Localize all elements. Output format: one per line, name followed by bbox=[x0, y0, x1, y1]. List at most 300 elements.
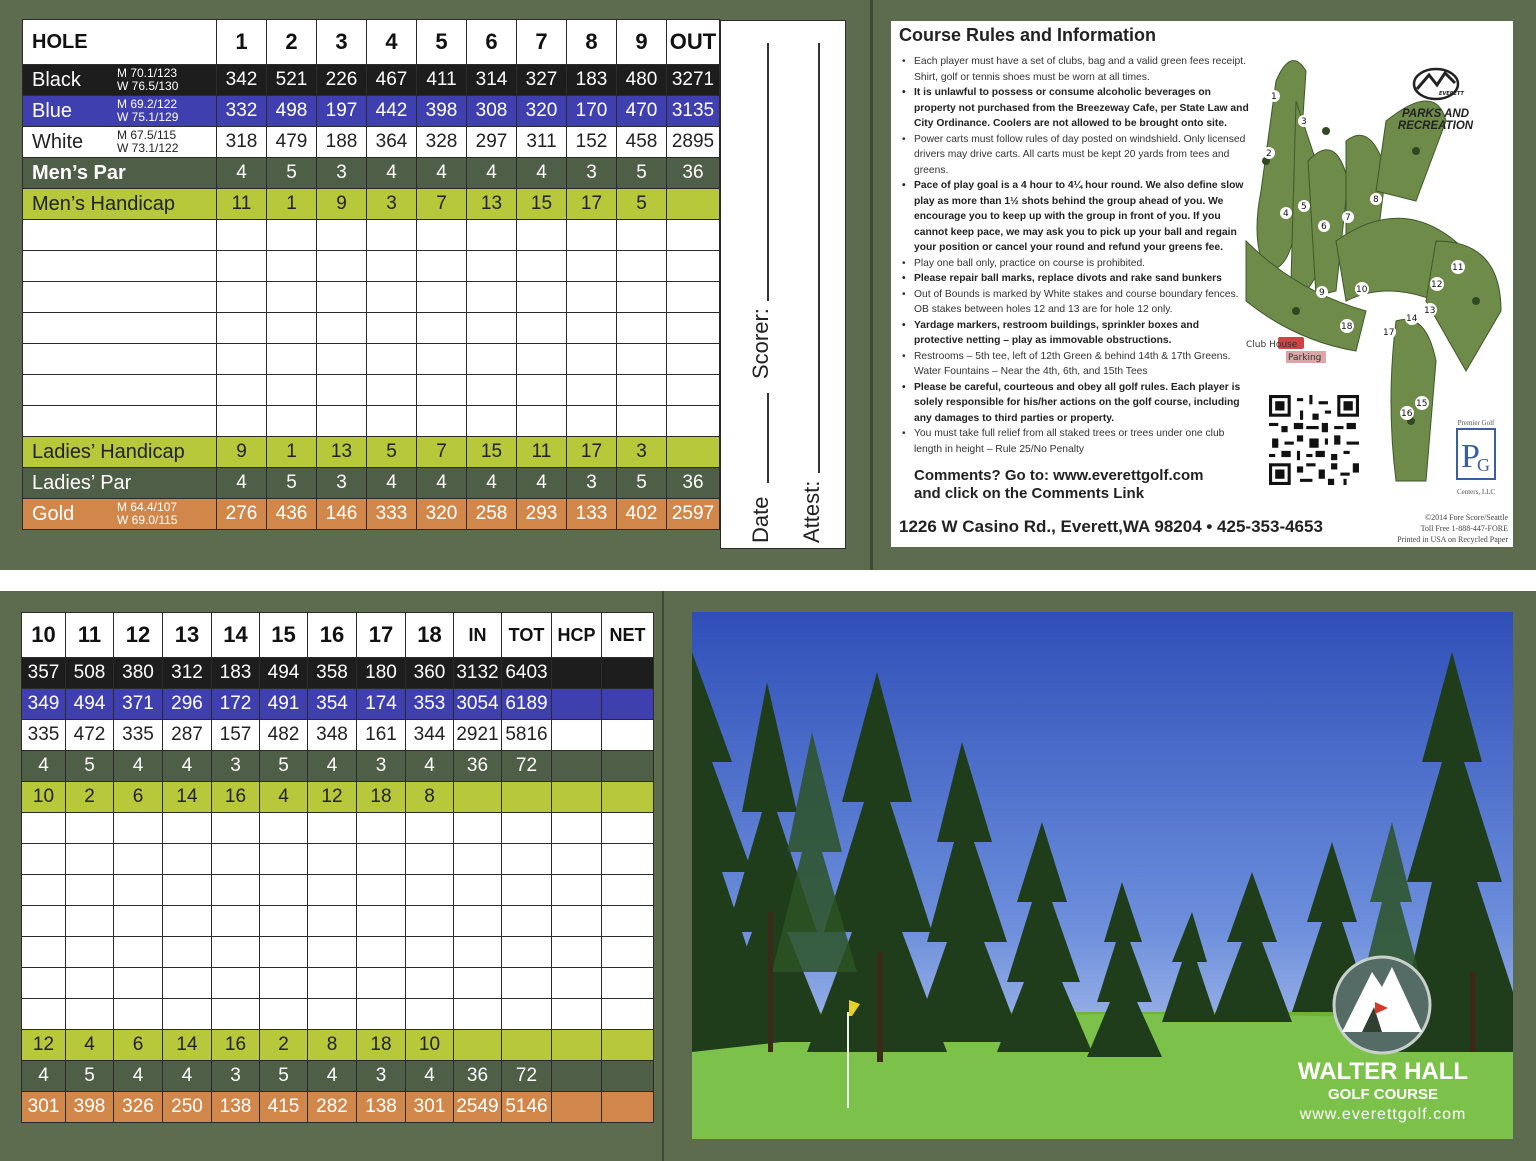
svg-text:2: 2 bbox=[1266, 149, 1272, 159]
score-cell[interactable] bbox=[317, 251, 367, 282]
course-rules-card bbox=[891, 21, 1513, 547]
score-cell[interactable] bbox=[367, 375, 417, 406]
score-cell[interactable] bbox=[567, 220, 617, 251]
hole-value: 11 bbox=[517, 437, 567, 468]
score-cell[interactable] bbox=[163, 844, 212, 875]
rule-item: • Out of Bounds is marked by White stakes and course boundary fences. OB stakes between holes 12 and 13 are for hole 12 only. bbox=[899, 287, 1251, 318]
score-cell[interactable] bbox=[517, 375, 567, 406]
hole-value: 161 bbox=[357, 720, 406, 751]
score-cell[interactable] bbox=[552, 720, 602, 751]
rule-item: • Power carts must follow rules of day posted on windshield. Only licensed drivers may drive carts. All carts must be kept 20 yards from tees and greens. bbox=[899, 132, 1251, 179]
score-cell[interactable] bbox=[517, 251, 567, 282]
score-cell[interactable] bbox=[602, 720, 654, 751]
score-cell[interactable] bbox=[260, 999, 308, 1030]
score-cell[interactable] bbox=[212, 937, 260, 968]
hole-value: 226 bbox=[317, 65, 367, 96]
score-cell[interactable] bbox=[357, 844, 406, 875]
score-cell[interactable] bbox=[552, 906, 602, 937]
score-cell[interactable] bbox=[308, 906, 357, 937]
score-cell[interactable] bbox=[406, 999, 454, 1030]
hole-value: 332 bbox=[217, 96, 267, 127]
score-cell[interactable] bbox=[114, 937, 163, 968]
score-cell[interactable] bbox=[567, 251, 617, 282]
hole-value: 36 bbox=[454, 751, 502, 782]
score-cell[interactable] bbox=[114, 875, 163, 906]
svg-text:6: 6 bbox=[1321, 222, 1327, 232]
row-label bbox=[23, 65, 217, 96]
score-cell[interactable] bbox=[454, 875, 502, 906]
hole-value: 458 bbox=[617, 127, 667, 158]
score-cell[interactable] bbox=[217, 344, 267, 375]
score-cell[interactable] bbox=[212, 999, 260, 1030]
score-cell[interactable] bbox=[357, 968, 406, 999]
row-label[interactable] bbox=[23, 282, 217, 313]
score-cell[interactable] bbox=[417, 220, 467, 251]
score-cell[interactable] bbox=[357, 875, 406, 906]
score-cell[interactable] bbox=[454, 906, 502, 937]
hole-value: 7 bbox=[417, 437, 467, 468]
hole-value: 320 bbox=[417, 499, 467, 530]
score-cell[interactable] bbox=[308, 999, 357, 1030]
score-cell[interactable] bbox=[602, 1092, 654, 1123]
score-cell[interactable] bbox=[502, 906, 552, 937]
score-cell[interactable] bbox=[667, 220, 720, 251]
tee-name: Ladies’ Par bbox=[32, 471, 132, 494]
score-cell[interactable] bbox=[467, 282, 517, 313]
score-cell[interactable] bbox=[567, 282, 617, 313]
score-cell[interactable] bbox=[567, 344, 617, 375]
hole-value: 364 bbox=[367, 127, 417, 158]
comments-line1: Comments? Go to: www.everettgolf.com bbox=[914, 467, 1204, 484]
out-total bbox=[667, 437, 720, 468]
score-cell[interactable] bbox=[552, 1092, 602, 1123]
rule-item: • Please be careful, courteous and obey all golf rules. Each player is solely responsible for his/her actions on the golf course, including any damages to third parties or property. bbox=[899, 380, 1251, 427]
score-cell[interactable] bbox=[66, 813, 114, 844]
score-cell[interactable] bbox=[66, 968, 114, 999]
score-cell[interactable] bbox=[467, 251, 517, 282]
hole-value: 5 bbox=[367, 437, 417, 468]
score-cell[interactable] bbox=[417, 282, 467, 313]
score-entry-row bbox=[23, 344, 720, 375]
score-cell[interactable] bbox=[267, 282, 317, 313]
score-cell[interactable] bbox=[317, 406, 367, 437]
score-cell[interactable] bbox=[667, 375, 720, 406]
score-cell[interactable] bbox=[417, 344, 467, 375]
hole-number: 6 bbox=[467, 20, 517, 65]
score-cell[interactable] bbox=[602, 875, 654, 906]
score-cell[interactable] bbox=[552, 751, 602, 782]
hole-value: 411 bbox=[417, 65, 467, 96]
score-cell[interactable] bbox=[22, 937, 66, 968]
hole-value: 5 bbox=[66, 1061, 114, 1092]
row-label[interactable] bbox=[23, 406, 217, 437]
score-cell[interactable] bbox=[267, 375, 317, 406]
hole-number: NET bbox=[602, 613, 654, 658]
score-cell[interactable] bbox=[617, 406, 667, 437]
score-cell[interactable] bbox=[602, 937, 654, 968]
score-cell[interactable] bbox=[552, 968, 602, 999]
row-label[interactable] bbox=[23, 375, 217, 406]
score-cell[interactable] bbox=[552, 875, 602, 906]
score-entry-row bbox=[22, 875, 654, 906]
hole-value: 276 bbox=[217, 499, 267, 530]
hole-value: 5816 bbox=[502, 720, 552, 751]
score-cell[interactable] bbox=[467, 313, 517, 344]
score-cell[interactable] bbox=[617, 220, 667, 251]
score-cell[interactable] bbox=[602, 1030, 654, 1061]
printer-credit: ©2014 Fore Score/Seattle Toll Free 1-888-447-FORE Printed in USA on Recycled Paper bbox=[1397, 513, 1508, 544]
hole-value: 3132 bbox=[454, 658, 502, 689]
out-total: 2895 bbox=[667, 127, 720, 158]
score-cell[interactable] bbox=[617, 344, 667, 375]
hole-value: 188 bbox=[317, 127, 367, 158]
hole-number: 18 bbox=[406, 613, 454, 658]
hole-value: 3 bbox=[212, 751, 260, 782]
score-cell[interactable] bbox=[212, 968, 260, 999]
scorer-line[interactable] bbox=[767, 43, 769, 301]
score-cell[interactable] bbox=[502, 813, 552, 844]
svg-text:P: P bbox=[1461, 438, 1480, 475]
score-cell[interactable] bbox=[367, 344, 417, 375]
score-cell[interactable] bbox=[667, 406, 720, 437]
score-cell[interactable] bbox=[602, 658, 654, 689]
score-cell[interactable] bbox=[22, 999, 66, 1030]
score-cell[interactable] bbox=[163, 813, 212, 844]
hole-value: 138 bbox=[212, 1092, 260, 1123]
hole-value: 174 bbox=[357, 689, 406, 720]
score-cell[interactable] bbox=[467, 344, 517, 375]
score-cell[interactable] bbox=[260, 937, 308, 968]
hole-value: 4 bbox=[22, 751, 66, 782]
score-cell[interactable] bbox=[417, 251, 467, 282]
row-blue bbox=[23, 96, 720, 127]
score-cell[interactable] bbox=[114, 844, 163, 875]
hole-value: 308 bbox=[467, 96, 517, 127]
score-cell[interactable] bbox=[502, 999, 552, 1030]
score-cell[interactable] bbox=[317, 313, 367, 344]
score-cell[interactable] bbox=[552, 782, 602, 813]
score-cell[interactable] bbox=[417, 406, 467, 437]
row-label[interactable] bbox=[23, 251, 217, 282]
hole-value: 146 bbox=[317, 499, 367, 530]
score-cell[interactable] bbox=[617, 282, 667, 313]
svg-text:8: 8 bbox=[1373, 195, 1379, 205]
hole-value: 3 bbox=[367, 189, 417, 220]
score-cell[interactable] bbox=[66, 844, 114, 875]
hole-value: 402 bbox=[617, 499, 667, 530]
hole-number: 16 bbox=[308, 613, 357, 658]
score-cell[interactable] bbox=[212, 906, 260, 937]
score-cell[interactable] bbox=[406, 937, 454, 968]
score-cell[interactable] bbox=[567, 375, 617, 406]
hole-value: 6 bbox=[114, 1030, 163, 1061]
hole-value: 472 bbox=[66, 720, 114, 751]
hole-value: 3 bbox=[567, 468, 617, 499]
hole-value: 398 bbox=[66, 1092, 114, 1123]
score-cell[interactable] bbox=[602, 782, 654, 813]
score-cell[interactable] bbox=[357, 906, 406, 937]
rule-item: • Each player must have a set of clubs, bag and a valid green fees receipt. Shirt, golf or tennis shoes must be worn at all times. bbox=[899, 54, 1251, 85]
comments-line2: and click on the Comments Link bbox=[914, 485, 1145, 502]
score-cell[interactable] bbox=[163, 875, 212, 906]
score-cell[interactable] bbox=[267, 406, 317, 437]
score-cell[interactable] bbox=[417, 375, 467, 406]
score-cell[interactable] bbox=[517, 344, 567, 375]
score-cell[interactable] bbox=[114, 813, 163, 844]
row-par bbox=[22, 751, 654, 782]
score-cell[interactable] bbox=[22, 968, 66, 999]
score-cell[interactable] bbox=[317, 220, 367, 251]
hole-value: 157 bbox=[212, 720, 260, 751]
score-cell[interactable] bbox=[602, 751, 654, 782]
hole-value: 327 bbox=[517, 65, 567, 96]
hole-value bbox=[502, 782, 552, 813]
score-cell[interactable] bbox=[66, 999, 114, 1030]
score-cell[interactable] bbox=[502, 844, 552, 875]
row-gold bbox=[22, 1092, 654, 1123]
score-cell[interactable] bbox=[308, 968, 357, 999]
hole-value: 258 bbox=[467, 499, 517, 530]
score-cell[interactable] bbox=[260, 813, 308, 844]
score-cell[interactable] bbox=[406, 875, 454, 906]
score-cell[interactable] bbox=[66, 937, 114, 968]
score-cell[interactable] bbox=[260, 875, 308, 906]
score-cell[interactable] bbox=[602, 968, 654, 999]
score-cell[interactable] bbox=[517, 282, 567, 313]
hole-value: 3054 bbox=[454, 689, 502, 720]
score-cell[interactable] bbox=[212, 875, 260, 906]
score-cell[interactable] bbox=[502, 875, 552, 906]
score-cell[interactable] bbox=[357, 937, 406, 968]
score-cell[interactable] bbox=[357, 999, 406, 1030]
hole-value: 1 bbox=[267, 189, 317, 220]
score-entry-row bbox=[23, 251, 720, 282]
score-cell[interactable] bbox=[163, 906, 212, 937]
score-cell[interactable] bbox=[367, 406, 417, 437]
score-cell[interactable] bbox=[552, 658, 602, 689]
score-cell[interactable] bbox=[308, 844, 357, 875]
score-cell[interactable] bbox=[308, 813, 357, 844]
attest-line[interactable] bbox=[818, 43, 820, 473]
score-cell[interactable] bbox=[66, 875, 114, 906]
date-label: Date bbox=[748, 496, 773, 543]
score-cell[interactable] bbox=[212, 813, 260, 844]
score-cell[interactable] bbox=[22, 813, 66, 844]
score-cell[interactable] bbox=[22, 906, 66, 937]
tee-name: Black bbox=[32, 68, 81, 91]
score-cell[interactable] bbox=[406, 906, 454, 937]
score-cell[interactable] bbox=[517, 220, 567, 251]
score-cell[interactable] bbox=[454, 813, 502, 844]
score-cell[interactable] bbox=[617, 375, 667, 406]
course-website[interactable]: www.everettgolf.com bbox=[1299, 1106, 1467, 1123]
score-cell[interactable] bbox=[217, 313, 267, 344]
score-cell[interactable] bbox=[517, 406, 567, 437]
score-cell[interactable] bbox=[502, 968, 552, 999]
score-cell[interactable] bbox=[617, 313, 667, 344]
score-cell[interactable] bbox=[22, 844, 66, 875]
course-rating: M 69.2/122 W 75.1/129 bbox=[117, 97, 179, 124]
score-cell[interactable] bbox=[417, 313, 467, 344]
svg-text:18: 18 bbox=[1341, 322, 1353, 332]
hole-value: 480 bbox=[617, 65, 667, 96]
score-cell[interactable] bbox=[602, 999, 654, 1030]
hole-value: 12 bbox=[22, 1030, 66, 1061]
hole-value: 398 bbox=[417, 96, 467, 127]
hole-value: 4 bbox=[114, 1061, 163, 1092]
score-cell[interactable] bbox=[217, 220, 267, 251]
score-cell[interactable] bbox=[454, 968, 502, 999]
score-cell[interactable] bbox=[267, 344, 317, 375]
hole-value: 4 bbox=[367, 158, 417, 189]
hole-value: 2921 bbox=[454, 720, 502, 751]
score-cell[interactable] bbox=[317, 375, 367, 406]
score-cell[interactable] bbox=[267, 251, 317, 282]
hole-value: 18 bbox=[357, 782, 406, 813]
hole-number: 13 bbox=[163, 613, 212, 658]
hole-value: 3 bbox=[212, 1061, 260, 1092]
row-hcp bbox=[22, 1030, 654, 1061]
score-cell[interactable] bbox=[317, 282, 367, 313]
score-cell[interactable] bbox=[602, 1061, 654, 1092]
out-total: 3271 bbox=[667, 65, 720, 96]
hole-value: 4 bbox=[308, 1061, 357, 1092]
score-cell[interactable] bbox=[454, 999, 502, 1030]
score-cell[interactable] bbox=[217, 282, 267, 313]
hole-value: 4 bbox=[367, 468, 417, 499]
parks-line2: RECREATION bbox=[1397, 120, 1474, 132]
hole-value: 358 bbox=[308, 658, 357, 689]
hole-value: 335 bbox=[114, 720, 163, 751]
score-cell[interactable] bbox=[567, 406, 617, 437]
score-cell[interactable] bbox=[308, 875, 357, 906]
score-cell[interactable] bbox=[163, 937, 212, 968]
score-cell[interactable] bbox=[267, 313, 317, 344]
score-cell[interactable] bbox=[602, 813, 654, 844]
score-cell[interactable] bbox=[163, 999, 212, 1030]
score-cell[interactable] bbox=[367, 313, 417, 344]
hole-value: 3 bbox=[357, 1061, 406, 1092]
score-cell[interactable] bbox=[552, 844, 602, 875]
hole-value: 467 bbox=[367, 65, 417, 96]
score-cell[interactable] bbox=[406, 844, 454, 875]
row-label[interactable] bbox=[23, 344, 217, 375]
score-cell[interactable] bbox=[260, 968, 308, 999]
comments-note bbox=[914, 467, 1203, 503]
score-cell[interactable] bbox=[260, 844, 308, 875]
score-cell[interactable] bbox=[217, 375, 267, 406]
date-line[interactable] bbox=[767, 393, 769, 483]
score-cell[interactable] bbox=[267, 220, 317, 251]
row-label bbox=[23, 468, 217, 499]
map-clubhouse-label: Club House bbox=[1246, 340, 1298, 350]
score-cell[interactable] bbox=[357, 813, 406, 844]
score-cell[interactable] bbox=[667, 251, 720, 282]
score-cell[interactable] bbox=[66, 906, 114, 937]
score-cell[interactable] bbox=[367, 282, 417, 313]
score-cell[interactable] bbox=[552, 937, 602, 968]
hole-number: 14 bbox=[212, 613, 260, 658]
hole-value: 13 bbox=[467, 189, 517, 220]
score-cell[interactable] bbox=[114, 999, 163, 1030]
svg-text:15: 15 bbox=[1416, 399, 1428, 409]
score-cell[interactable] bbox=[602, 844, 654, 875]
score-cell[interactable] bbox=[367, 220, 417, 251]
score-cell[interactable] bbox=[617, 251, 667, 282]
score-cell[interactable] bbox=[406, 813, 454, 844]
score-cell[interactable] bbox=[552, 1061, 602, 1092]
score-cell[interactable] bbox=[22, 875, 66, 906]
score-cell[interactable] bbox=[114, 968, 163, 999]
score-cell[interactable] bbox=[454, 937, 502, 968]
hole-value: 494 bbox=[66, 689, 114, 720]
score-cell[interactable] bbox=[260, 906, 308, 937]
tee-name: White bbox=[32, 130, 84, 153]
score-entry-row bbox=[22, 813, 654, 844]
hole-value bbox=[454, 1030, 502, 1061]
score-cell[interactable] bbox=[217, 251, 267, 282]
score-cell[interactable] bbox=[467, 220, 517, 251]
hole-value: 354 bbox=[308, 689, 357, 720]
qr-code[interactable] bbox=[1269, 395, 1359, 485]
row-label[interactable] bbox=[23, 313, 217, 344]
hole-value: 4 bbox=[467, 468, 517, 499]
row-label[interactable] bbox=[23, 220, 217, 251]
score-cell[interactable] bbox=[467, 375, 517, 406]
score-cell[interactable] bbox=[667, 313, 720, 344]
hole-value: 326 bbox=[114, 1092, 163, 1123]
score-cell[interactable] bbox=[502, 937, 552, 968]
svg-text:3: 3 bbox=[1301, 117, 1307, 127]
hole-value: 4 bbox=[406, 1061, 454, 1092]
score-cell[interactable] bbox=[217, 406, 267, 437]
hole-value: 13 bbox=[317, 437, 367, 468]
hole-number: IN bbox=[454, 613, 502, 658]
score-cell[interactable] bbox=[163, 968, 212, 999]
parks-recreation-logo bbox=[1388, 65, 1483, 132]
course-subtitle: GOLF COURSE bbox=[1327, 1086, 1438, 1103]
hole-value: 5146 bbox=[502, 1092, 552, 1123]
score-cell[interactable] bbox=[602, 689, 654, 720]
hole-value: 2549 bbox=[454, 1092, 502, 1123]
hole-value: 17 bbox=[567, 437, 617, 468]
score-cell[interactable] bbox=[552, 1030, 602, 1061]
score-cell[interactable] bbox=[552, 813, 602, 844]
score-cell[interactable] bbox=[517, 313, 567, 344]
score-cell[interactable] bbox=[454, 844, 502, 875]
hole-value: 4 bbox=[217, 158, 267, 189]
score-cell[interactable] bbox=[602, 906, 654, 937]
row-label bbox=[23, 158, 217, 189]
score-cell[interactable] bbox=[308, 937, 357, 968]
score-cell[interactable] bbox=[567, 313, 617, 344]
scorer-label: Scorer: bbox=[748, 308, 773, 379]
score-cell[interactable] bbox=[667, 344, 720, 375]
score-cell[interactable] bbox=[317, 344, 367, 375]
hole-value: 508 bbox=[66, 658, 114, 689]
score-cell[interactable] bbox=[406, 968, 454, 999]
score-cell[interactable] bbox=[552, 999, 602, 1030]
score-cell[interactable] bbox=[467, 406, 517, 437]
score-cell[interactable] bbox=[667, 282, 720, 313]
score-cell[interactable] bbox=[212, 844, 260, 875]
score-cell[interactable] bbox=[114, 906, 163, 937]
score-cell[interactable] bbox=[367, 251, 417, 282]
front-nine-scorecard bbox=[22, 19, 720, 530]
score-cell[interactable] bbox=[552, 689, 602, 720]
score-entry-row bbox=[23, 375, 720, 406]
hole-label: HOLE bbox=[23, 20, 217, 65]
